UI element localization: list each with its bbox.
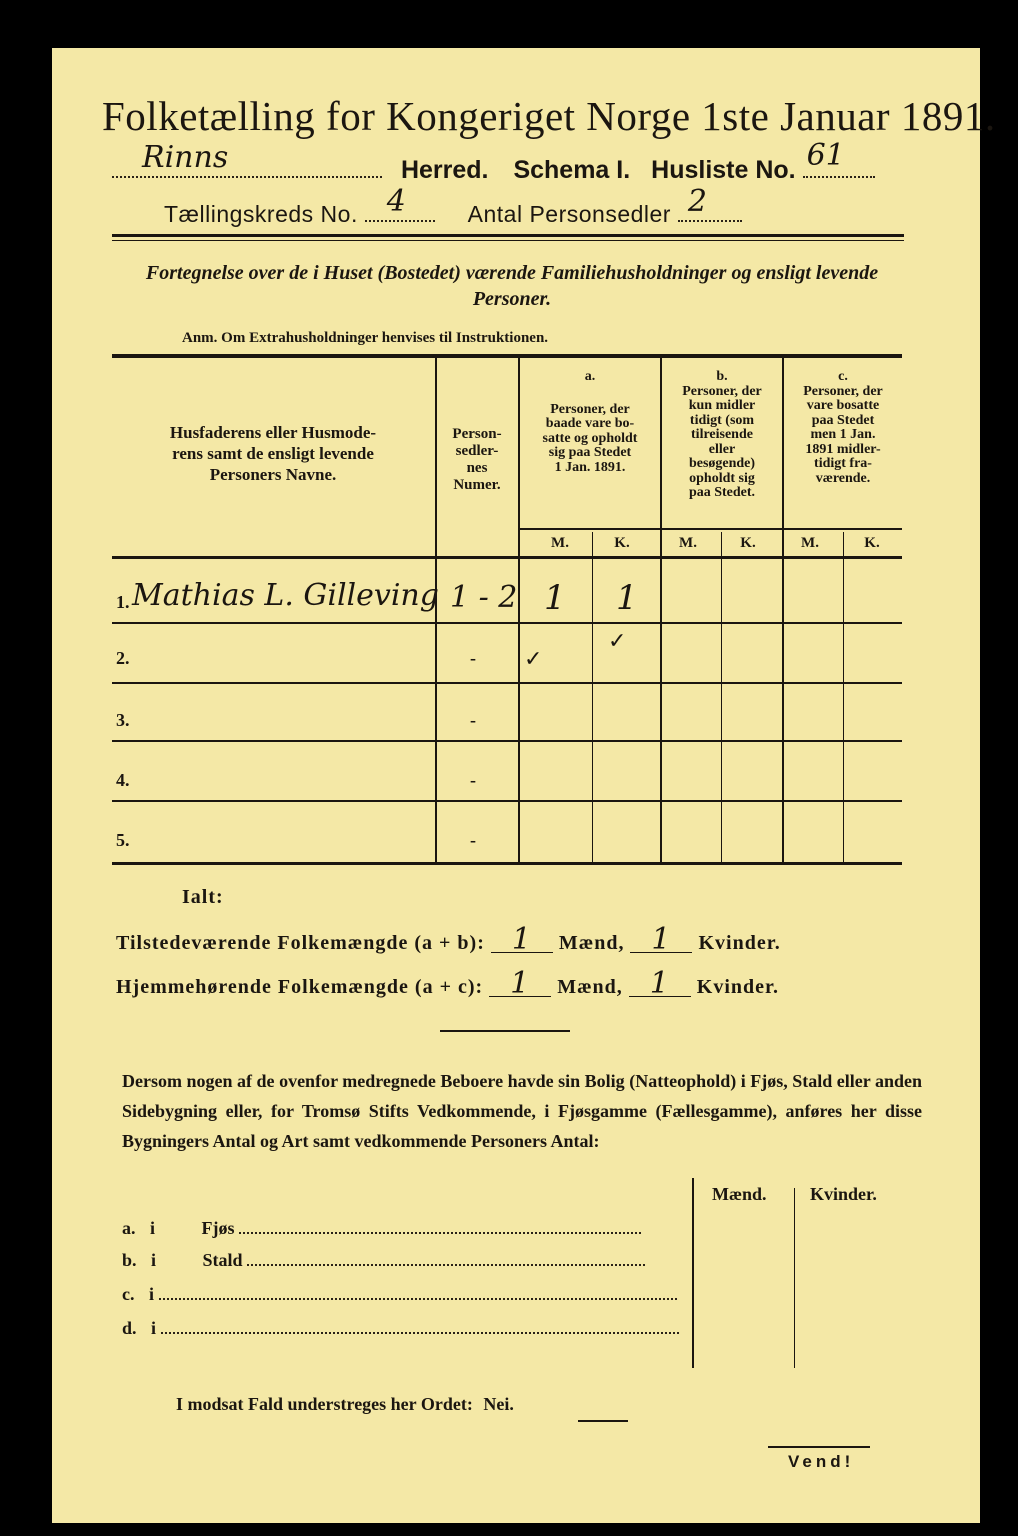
building-row: c. i [122,1284,677,1305]
row-name: Mathias L. Gilleving [132,578,439,613]
table-bottom-rule [112,862,902,865]
nei-word: Nei. [483,1394,514,1414]
row-a-k: ✓ [608,628,627,653]
husliste-value: 61 [806,138,845,173]
col-b-header: b. Personer, der kun midler tidigt (som tilreisende eller besøgende) opholdt sig paa Stedet. [682,369,762,500]
tilsted-m-value: 1 [491,928,553,953]
kreds-value: 4 [386,184,407,219]
husliste-label: Husliste No. [651,156,796,184]
col-divider [782,358,784,864]
c-k-label: K. [864,535,880,551]
buildings-divider [794,1188,795,1368]
building-paragraph: Dersom nogen af de ovenfor medregnede Beboere havde sin Bolig (Natteophold) i Fjøs, Stald eller anden Sidebygning eller, for Tromsø Stifts Vedkommende, i Fjøsgamme (Fællesgamme), anføres her disse Bygningers Antal og Art samt vedkommende Personers Antal: [122,1071,922,1151]
col-name-header: Husfaderens eller Husmode- rens samt de ensligt levende Personers Navne. [169,423,377,484]
kreds-line [164,184,742,228]
header-rule [112,234,904,237]
a-k-label: K. [614,535,630,551]
subtitle: Fortegnelse over de i Huset (Bostedet) værende Familiehusholdninger og ensligt levende Personer. [145,262,879,310]
buildings-divider [692,1178,694,1368]
b-k-label: K. [740,535,756,551]
building-row: a. i Fjøs [122,1218,641,1239]
col-c-header: c. Personer, der vare bosatte paa Stedet men 1 Jan. 1891 midler- tidigt fra- værende. [803,369,883,486]
maend-header: Mænd. [712,1184,767,1204]
b-m-label: M. [679,535,697,551]
tilsted-line: Tilstedeværende Folkemængde (a + b): 1 Mænd, 1 Kvinder. [116,922,781,957]
col-divider-mk [721,532,722,864]
antal-value: 2 [687,184,708,219]
col-num-header: Person- sedler- nes Numer. [452,426,502,493]
col-divider-mk [592,532,593,864]
row-rule [112,800,902,802]
footer-line: I modsat Fald understreges her Ordet: Nei. [176,1394,514,1414]
hjemme-m-value: 1 [489,972,551,997]
row-a-k: 1 [616,578,638,618]
header-rule-thin [112,240,904,241]
row-rule [112,740,902,742]
schema-label: Schema I. [513,156,631,184]
form-title: Folketælling for Kongeriget Norge 1ste Januar 1891. [102,93,996,139]
building-row: b. i Stald [122,1250,645,1271]
kvinder-header: Kvinder. [810,1184,877,1204]
vend-rule [768,1446,870,1448]
col-a-header: a. Personer, der baade vare bo- satte og opholdt sig paa Stedet 1 Jan. 1891. [542,369,638,475]
kreds-label: Tællingskreds No. [164,201,358,227]
herred-line [112,138,875,185]
ialt-label: Ialt: [182,886,224,908]
row-sedler: 1 - 2 [450,580,518,615]
separator [440,1030,570,1032]
row-rule [112,622,902,624]
anm-note: Anm. Om Extrahusholdninger henvises til Instruktionen. [182,330,549,346]
c-m-label: M. [801,535,819,551]
tilsted-k-value: 1 [630,928,692,953]
herred-label: Herred. [400,156,489,184]
row-a-m: 1 [544,578,566,618]
row-a-m: ✓ [524,646,543,671]
antal-label: Antal Personsedler [467,201,671,227]
hjemme-line: Hjemmehørende Folkemængde (a + c): 1 Mænd, 1 Kvinder. [116,966,780,1001]
row-rule [112,682,902,684]
col-divider [518,358,520,864]
vend-label: Vend! [788,1452,855,1471]
col-divider-mk [843,532,844,864]
herred-value: Rinns [142,140,229,175]
a-m-label: M. [551,535,569,551]
census-form: Folketælling for Kongeriget Norge 1ste Januar 1891. Rinns Herred. Schema I. Husliste No. 61 Tællingskreds No. 4 Antal Personsedler 2 Fortegnelse over de i Huset (Bostedet) værende Familiehusholdninger og ensligt levende Personer. Anm. Om Extrahusholdninger henvises til Instruktionen. Husfaderens eller Husmode- rens samt de ensligt levende Personers Navne. Person- sedler- nes Numer. a. Personer, der baade vare bo- satte og opholdt sig paa Stedet 1 Jan. 1891. b. Personer, der kun midler tidigt (som tilreisende eller besøgende) opholdt sig paa Stedet. c. Personer, der vare bosatte paa Stedet men 1 Jan. 1891 midler- tidigt fra- værende. M. K. M. K. M. K. 1. Mathias L. Gilleving 1 - 2 1 1 2. - ✓ ✓ 3. - 4. - 5. - Ialt: Tilstedeværende Folkemængde (a + b): 1 Mænd, 1 Kvinder. Hjemmehørende Folkemængde (a + c): 1 Mænd, 1 Kvinder. Dersom nogen af de ovenfor medregnede Beboere havde sin Bolig (Natteophold) i Fjøs, Stald eller anden Sidebygning eller, for Tromsø Stifts Vedkommende, i Fjøsgamme (Fællesgamme), anføres her disse Bygningers Antal og Art samt vedkommende Personers Antal: Mænd. Kvinder. a. i Fjøs b. i Stald c. i d. i I modsat Fald understreges her Ordet: Nei. Vend! [52,48,980,1523]
hjemme-k-value: 1 [629,972,691,997]
building-row: d. i [122,1318,679,1339]
nei-underline [578,1420,628,1422]
mk-top-rule [518,528,902,530]
col-divider [660,358,662,864]
